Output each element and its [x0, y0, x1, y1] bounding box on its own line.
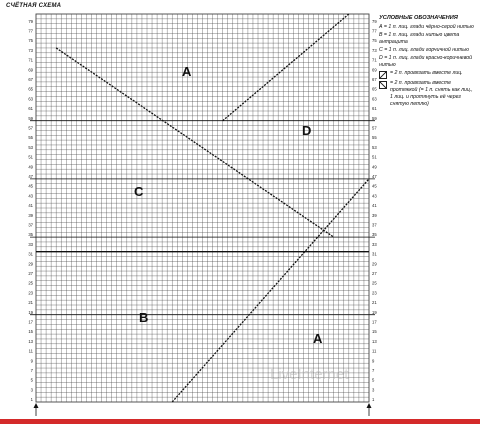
row-number-right: 41 — [372, 203, 377, 209]
row-number-left: 7 — [30, 367, 33, 373]
row-number-right: 33 — [372, 241, 377, 247]
row-number-left: 29 — [28, 261, 33, 267]
section-label-b: B — [139, 310, 149, 325]
row-number-right: 57 — [372, 125, 377, 131]
row-number-right: 17 — [372, 319, 377, 325]
row-number-right: 77 — [372, 28, 377, 34]
chart-title: СЧЁТНАЯ СХЕМА — [6, 3, 62, 9]
row-number-right: 7 — [372, 367, 375, 373]
legend-title: УСЛОВНЫЕ ОБОЗНАЧЕНИЯ — [379, 15, 458, 21]
row-number-right: 9 — [372, 358, 375, 364]
row-number-left: 53 — [28, 144, 33, 150]
ssk-symbol-icon — [379, 81, 387, 89]
row-number-right: 55 — [372, 135, 377, 141]
legend-item-a: А = 1 п. лиц. глади чёрно-серой нитью — [379, 24, 474, 30]
row-number-left: 33 — [28, 241, 33, 247]
legend — [379, 15, 477, 109]
row-number-right: 67 — [372, 76, 377, 82]
row-number-left: 63 — [28, 96, 33, 102]
row-number-right: 61 — [372, 106, 377, 112]
row-number-left: 1 — [30, 397, 33, 403]
row-number-right: 37 — [372, 222, 377, 228]
footer-accent-bar — [0, 419, 480, 424]
row-number-right: 49 — [372, 164, 377, 170]
row-number-right: 13 — [372, 338, 377, 344]
row-number-right: 23 — [372, 290, 377, 296]
row-number-left: 77 — [28, 28, 33, 34]
row-number-left: 45 — [28, 183, 33, 189]
legend-item-c: C = 1 п. лиц. глади горчичной нитью — [379, 47, 469, 53]
row-number-right: 1 — [372, 397, 375, 403]
row-number-left: 15 — [28, 329, 33, 335]
row-number-left: 25 — [28, 280, 33, 286]
row-number-right: 29 — [372, 261, 377, 267]
row-number-left: 23 — [28, 290, 33, 296]
row-number-left: 57 — [28, 125, 33, 131]
row-number-right: 69 — [372, 67, 377, 73]
legend-item-b: B = 1 п. лиц. глади нитью цвета антрацита — [379, 32, 460, 45]
section-label-a2: A — [313, 331, 323, 346]
row-number-left: 19 — [28, 309, 33, 315]
row-number-left: 9 — [30, 358, 33, 364]
row-number-right: 15 — [372, 329, 377, 335]
row-number-right: 3 — [372, 387, 375, 393]
row-number-left: 11 — [28, 348, 33, 354]
row-number-right: 43 — [372, 193, 377, 199]
row-number-left: 61 — [28, 106, 33, 112]
row-number-right: 51 — [372, 154, 377, 160]
row-number-right: 45 — [372, 183, 377, 189]
ssk-symbol-text: = 2 п. провязать вместе протяжкой (= 1 п. снять как лиц., 1 лиц. и протянуть её через снятую петлю) — [390, 80, 473, 107]
row-number-left: 5 — [30, 377, 33, 383]
row-number-left: 73 — [28, 47, 33, 53]
k2tog-symbol-icon — [379, 71, 387, 79]
row-number-left: 13 — [28, 338, 33, 344]
row-number-right: 71 — [372, 57, 377, 63]
section-label-d: D — [302, 123, 312, 138]
right-arrow-icon — [367, 403, 372, 408]
row-number-left: 49 — [28, 164, 33, 170]
section-label-a1: A — [182, 64, 192, 79]
row-number-left: 17 — [28, 319, 33, 325]
row-number-left: 55 — [28, 135, 33, 141]
row-number-left: 51 — [28, 154, 33, 160]
row-number-right: 75 — [372, 38, 377, 44]
row-number-left: 65 — [28, 86, 33, 92]
row-number-left: 69 — [28, 67, 33, 73]
row-number-right: 39 — [372, 212, 377, 218]
row-number-right: 31 — [372, 251, 377, 257]
legend-item-d: D = 1 п. лиц. глади красно-коричневой нитью — [379, 55, 473, 68]
watermark-text: LiveInternet — [270, 366, 349, 383]
row-number-right: 53 — [372, 144, 377, 150]
row-number-left: 75 — [28, 38, 33, 44]
section-label-c: C — [134, 184, 144, 199]
row-number-left: 79 — [28, 18, 33, 24]
row-number-left: 3 — [30, 387, 33, 393]
left-arrow-icon — [34, 403, 39, 408]
row-number-right: 73 — [372, 47, 377, 53]
row-number-right: 11 — [372, 348, 377, 354]
row-number-right: 65 — [372, 86, 377, 92]
legend-symbol-k2tog — [379, 70, 477, 79]
row-number-right: 19 — [372, 309, 377, 315]
row-number-left: 35 — [28, 232, 33, 238]
row-number-right: 35 — [372, 232, 377, 238]
row-number-right: 59 — [372, 115, 377, 121]
row-number-right: 21 — [372, 300, 377, 306]
row-number-left: 39 — [28, 212, 33, 218]
row-number-right: 47 — [372, 173, 377, 179]
row-number-left: 27 — [28, 270, 33, 276]
row-number-left: 71 — [28, 57, 33, 63]
row-number-left: 47 — [28, 173, 33, 179]
row-number-left: 31 — [28, 251, 33, 257]
row-number-left: 37 — [28, 222, 33, 228]
row-number-right: 25 — [372, 280, 377, 286]
row-number-right: 63 — [372, 96, 377, 102]
row-number-right: 79 — [372, 18, 377, 24]
row-number-right: 5 — [372, 377, 375, 383]
row-number-left: 43 — [28, 193, 33, 199]
row-number-left: 67 — [28, 76, 33, 82]
legend-symbol-ssk — [379, 80, 477, 108]
row-number-left: 41 — [28, 203, 33, 209]
row-number-left: 21 — [28, 300, 33, 306]
row-number-right: 27 — [372, 270, 377, 276]
k2tog-symbol-text: = 2 п. провязать вместе лиц. — [390, 70, 463, 76]
row-number-left: 59 — [28, 115, 33, 121]
